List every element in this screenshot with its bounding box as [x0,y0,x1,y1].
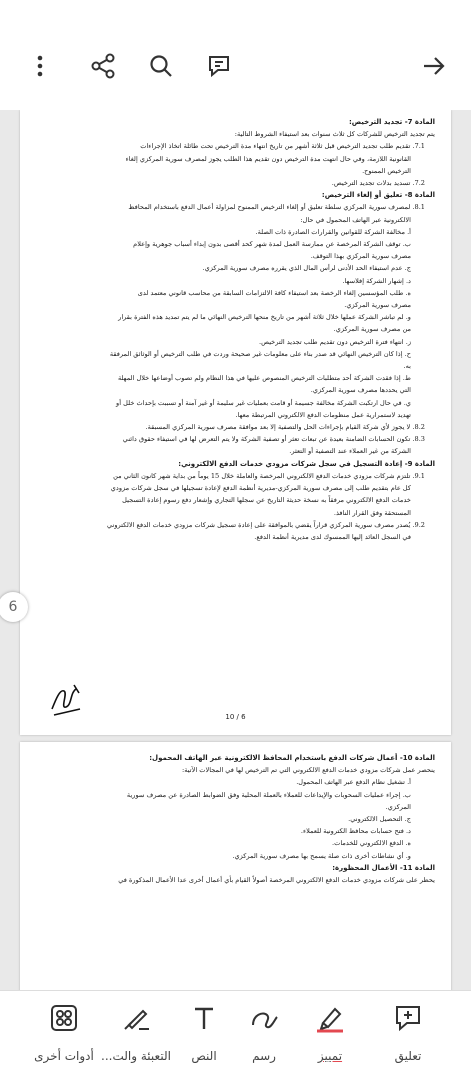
more-icon[interactable] [22,48,58,84]
document-text-line: د. فتح حسابات محافظ الكترونية للعملاء. [300,827,411,836]
document-text-line: 7.1. تقديم طلب تجديد الترخيص قبل ثلاثة أشهر من تاريخ انتهاء مدة الترخيص تحت طائلة اتخاذ الإجراءات [140,142,425,151]
document-text-line: يحظر على شركات مزودي خدمات الدفع الالكتروني المرخصة أصولاً القيام بأي أعمال أخرى عدا الأعمال المذكورة في [118,876,435,885]
document-text-line: ب. توقف الشركة المرخصة عن ممارسة العمل لمدة شهر كحد أقصى بدون إبداء أسباب جوهرية وإعلام [133,240,411,249]
document-text-line: أ. تشغيل نظام الدفع عبر الهاتف المحمول. [296,778,411,787]
document-text-line: يتم تجديد الترخيص للشركات كل ثلاث سنوات بعد استيفاء الشروط التالية: [234,130,435,139]
draw-button[interactable] [234,999,294,1074]
page-2-text [20,742,451,886]
comment-tool-button[interactable] [378,999,438,1074]
document-text-line: ج. عدم استيفاء الحد الأدنى لرأس المال الذي يقرره مصرف سورية المركزي. [202,264,411,273]
document-text-line: ز. انتهاء فترة الترخيص دون تقديم طلب تجديد الترخيص. [259,337,411,346]
highlight-icon [315,999,345,1037]
article-heading: المادة 9- إعادة التسجيل في سجل شركات مزودي خدمات الدفع الالكتروني: [178,459,435,468]
article-heading: المادة 11- الأعمال المحظورة: [332,863,435,872]
document-text-line: تهديد لاستمرارية عمل منظومات الدفع الالكتروني المرتبطة معها. [235,410,411,419]
document-text-line: أ. مخالفة الشركة للقوانين والقرارات الصادرة ذات الصلة. [255,227,411,236]
document-viewer[interactable] [0,110,471,990]
share-icon[interactable] [85,48,121,84]
fill-sign-button[interactable] [101,999,171,1074]
document-page-1 [20,110,451,735]
document-text-line: مصرف سورية المركزي بهذا التوقف. [310,252,411,261]
fill-sign-icon [121,999,151,1037]
grid-icon [49,999,79,1037]
document-text-line: و. لم تباشر الشركة عملها خلال ثلاثة أشهر من تاريخ منحها الترخيص النهائي ما لم يتم تمديد هذه الفترة بقرار [118,313,411,322]
document-text-line: ح. إذا كان الترخيص النهائي قد صدر بناء على معلومات غير صحيحة وردت في طلب الترخيص أو الوثائق المرفقة [109,349,411,358]
tool-label: تعليق [394,1049,422,1063]
document-page-2 [20,742,451,990]
document-text-line: مصرف سورية المركزي. [344,301,411,310]
document-text-line: خدمات الدفع الالكتروني مرفقاً به نسخة حديثة التاريخ عن سجلها التجاري وإشعار دفع رسوم إعادة التسجيل [122,496,411,505]
document-text-line: المركزي. [385,802,411,811]
article-heading: المادة 10- أعمال شركات الدفع باستخدام المحافظ الالكترونية عبر الهاتف المحمول: [149,754,435,762]
page-indicator-badge[interactable]: 6 [0,592,28,622]
more-tools-button[interactable] [34,999,94,1074]
article-heading: المادة 8- تعليق أو إلغاء الترخيص: [321,191,435,200]
text-button[interactable] [174,999,234,1074]
document-text-line: القانونية اللازمة، وفي حال انتهت مدة الترخيص دون تقديم هذا الطلب يجوز لمصرف سورية المركزي إلغاء [125,154,411,163]
tool-label: رسم [252,1049,276,1063]
document-text-line: ه. الدفع الالكتروني للخدمات. [332,839,411,848]
top-toolbar [0,0,471,111]
forward-arrow-icon[interactable] [416,48,452,84]
document-text-line: ط. إذا فقدت الشركة أحد متطلبات الترخيص المنصوص عليها في هذا النظام ولم تصوب أوضاعها خلال المهلة [117,374,411,383]
document-text-line: في السجل العائد إليها الممسوك لدى مديرية أنظمة الدفع. [254,532,411,541]
document-text-line: د. إشهار الشركة إفلاسها. [342,276,411,285]
document-text-line: و. أي نشاطات أخرى ذات صلة يسمح بها مصرف سورية المركزي. [232,851,411,860]
document-text-line: الالكترونية عبر الهاتف المحمول في حال: [300,215,411,224]
document-text-line: ينحصر عمل شركات مزودي خدمات الدفع الالكتروني التي تم الترخيص لها في المجالات الآتية: [182,766,435,775]
document-text-line: 8.3. تكون الحسابات الضامنة بعيدة عن تبعات تعثر أو تصفية الشركة ولا يتم التعرض لها في استيفاء حقوق دائني [122,435,425,444]
document-text-line: من مصرف سورية المركزي. [333,325,411,334]
article-heading: المادة 7- تجديد الترخيص: [348,118,435,126]
text-icon [191,999,217,1037]
bottom-tools-bar [0,990,471,1081]
document-text-line: ه. طلب المؤسسين إلغاء الرخصة بعد استيفاء كافة الالتزامات السابقة من محاسب قانوني معتمد لدى [137,288,411,297]
document-text-line: 8.2. لا يجوز لأي شركة القيام بإجراءات الحل والتصفية إلا بعد موافقة مصرف سورية المركزي المسبقة. [145,423,425,432]
tool-label: تمييز [317,1049,343,1063]
page-1-text [20,110,451,543]
document-text-line: 7.2. تسديد بدلات تجديد الترخيص. [331,179,425,188]
comment-icon[interactable] [201,48,237,84]
document-text-line: ب. إجراء عمليات السحوبات والإيداعات للعملاء بالعملة المحلية وفق الضوابط الصادرة عن مصرف سورية [126,790,411,799]
highlight-button[interactable] [300,999,360,1074]
document-text-line: 9.1. تلتزم شركات مزودي خدمات الدفع الالكتروني المرخصة والعاملة خلال 15 يوماً من بداية شهر كانون الثاني من [113,471,425,480]
document-text-line: ج. التحصيل الالكتروني. [348,815,411,824]
tool-label: التعبئة والت... [101,1049,171,1063]
page-number: 10 / 6 [225,713,246,721]
document-text-line: كل عام بتقديم طلب إلى مصرف سورية المركزي-مديرية أنظمة الدفع لإعادة تسجيلها في سجل شركات مزودي [110,484,411,493]
document-text-line: المستحقة وفق القرار النافذ. [333,508,411,517]
document-text-line: 8.1. لمصرف سورية المركزي سلطة تعليق أو إلغاء الترخيص الممنوح لمزاولة أعمال الدفع باستخدام المحافظ [128,203,425,212]
add-comment-icon [393,999,423,1037]
document-text-line: التي يحددها مصرف سورية المركزي. [310,386,411,395]
tool-label: أدوات أخرى [34,1049,94,1063]
document-text-line: ي. في حال ارتكبت الشركة مخالفة جسيمة أو قامت بعمليات غير سليمة أو غير آمنة أو تسببت بإحداث خلل أو [116,398,411,407]
draw-icon [249,999,279,1037]
document-text-line: الشركة من غير العملاء عند التصفية أو التعثر. [289,447,411,456]
document-text-line: الترخيص الممنوح. [362,166,411,175]
document-text-line: به. [403,362,411,371]
search-icon[interactable] [143,48,179,84]
document-text-line: 9.2. يُصدر مصرف سورية المركزي قراراً يقضي بالموافقة على إعادة تسجيل شركات مزودي خدمات الدفع الالكتروني [107,520,425,529]
tool-label: النص [191,1049,217,1063]
